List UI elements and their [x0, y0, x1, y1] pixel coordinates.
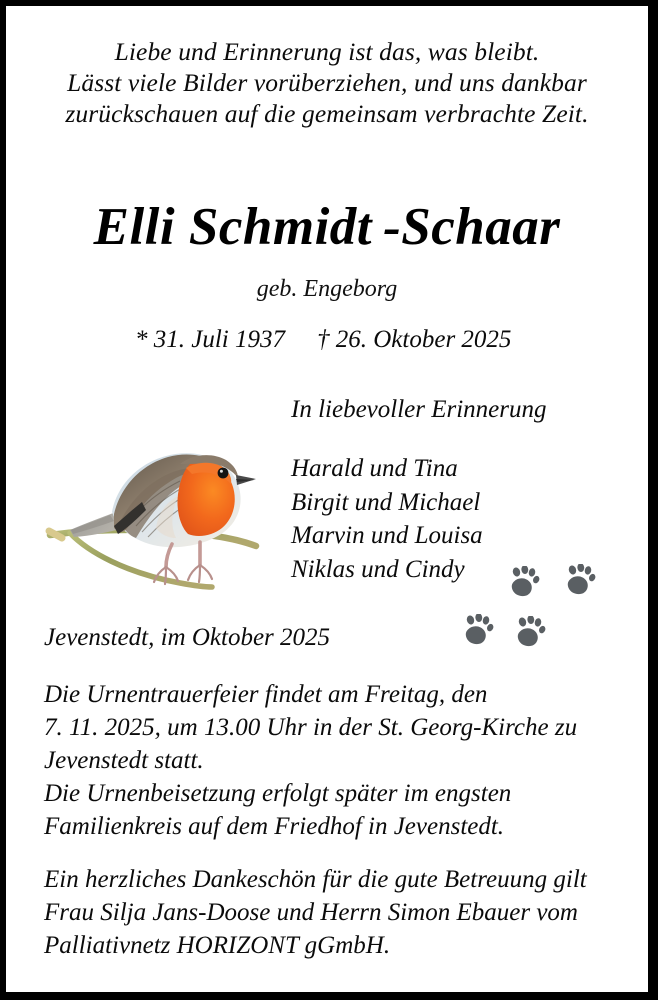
- birth-date: * 31. Juli 1937: [135, 326, 285, 353]
- thanks-line: Frau Silja Jans-Doose und Herrn Simon Ebauer vom: [44, 899, 578, 926]
- funeral-line: 7. 11. 2025, um 13.00 Uhr in der St. Georg-Kirche zu: [44, 714, 578, 741]
- list-item: Marvin und Louisa: [291, 522, 483, 549]
- maiden-name: geb. Engeborg: [256, 276, 398, 302]
- list-item: Harald und Tina: [291, 455, 458, 482]
- bird-eye: [218, 468, 229, 479]
- list-item: Birgit und Michael: [291, 488, 481, 516]
- memorial-heading: In liebevoller Erinnerung: [291, 396, 547, 423]
- thanks-line: Ein herzliches Dankeschön für die gute Betreuung gilt: [44, 866, 587, 893]
- place-date-line: Jevenstedt, im Oktober 2025: [44, 624, 331, 651]
- thanks-line: Palliativnetz HORIZONT gGmbH.: [44, 932, 391, 959]
- epigraph-line-2: Lässt viele Bilder vorüberziehen, und uns dankbar: [67, 68, 587, 97]
- funeral-line: Die Urnenbeisetzung erfolgt später im engsten: [44, 780, 512, 807]
- bird-eye-highlight: [220, 470, 223, 473]
- funeral-details: [44, 678, 577, 843]
- european-robin-illustration: [40, 434, 265, 599]
- paw-print-icon: [460, 614, 494, 646]
- mourners-list: [291, 452, 483, 586]
- death-date: † 26. Oktober 2025: [317, 326, 512, 353]
- notice-paper: [6, 6, 648, 992]
- epigraph-line-1: Liebe und Erinnerung ist das, was bleibt.: [114, 37, 540, 66]
- paw-print-icon: [506, 566, 540, 598]
- life-dates: [6, 326, 648, 354]
- paw-print-icon: [512, 616, 546, 648]
- funeral-line: Die Urnentrauerfeier findet am Freitag, den: [44, 681, 488, 708]
- list-item: Niklas und Cindy: [291, 555, 465, 583]
- funeral-line: Familienkreis auf dem Friedhof in Jevenstedt.: [44, 813, 505, 840]
- paw-print-icon: [562, 564, 596, 596]
- epigraph: [6, 36, 648, 129]
- funeral-line: Jevenstedt statt.: [44, 747, 204, 774]
- epigraph-line-3: zurückschauen auf die gemeinsam verbrachte Zeit.: [65, 99, 589, 128]
- deceased-name: Elli Schmidt -Schaar: [93, 198, 561, 256]
- thanks-paragraph: [44, 863, 587, 962]
